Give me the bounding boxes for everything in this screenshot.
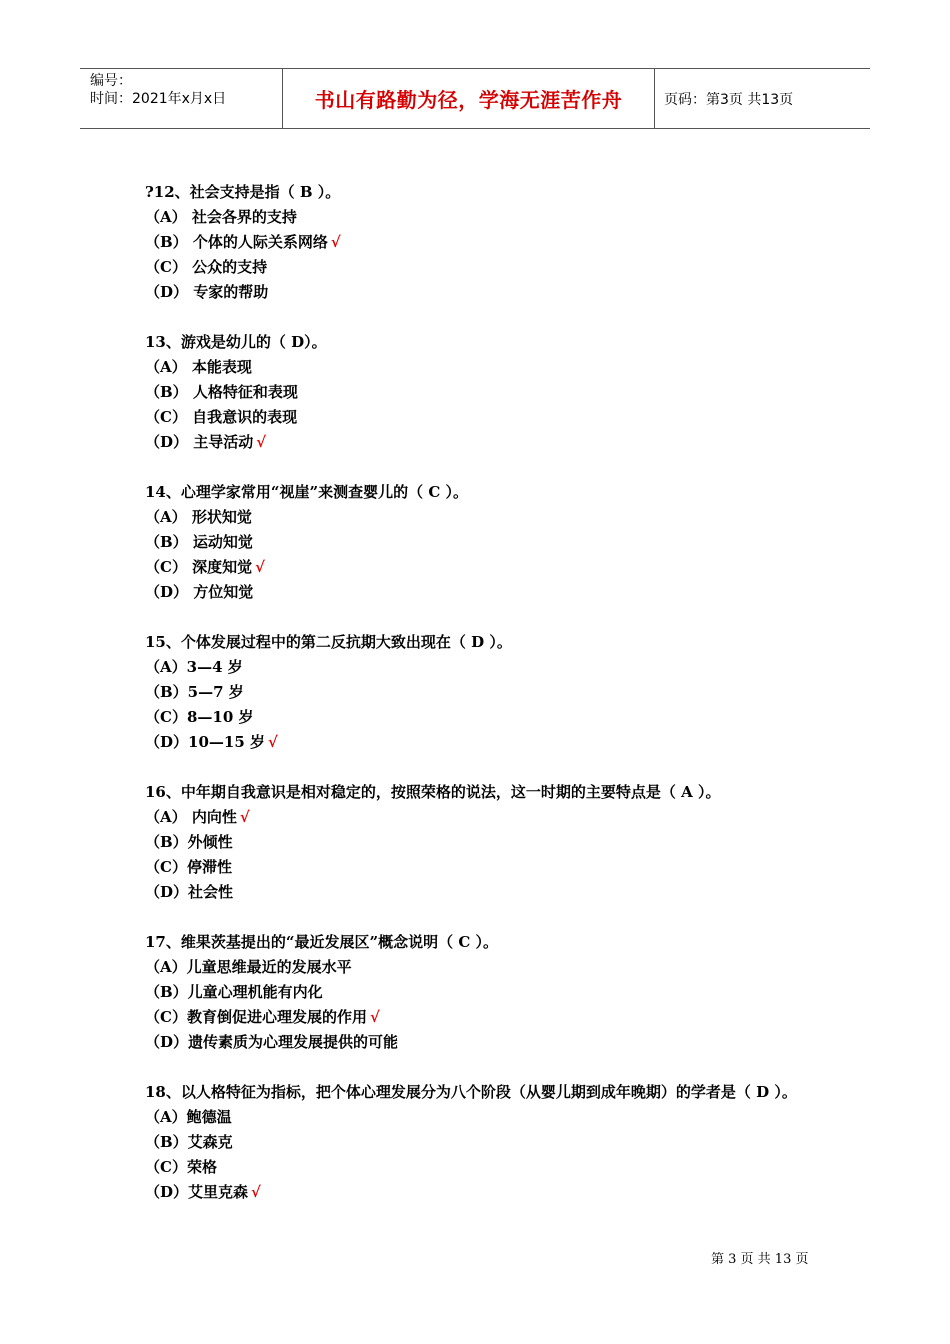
answer-option <box>145 855 815 880</box>
answer-option <box>145 980 815 1005</box>
correct-check-icon: √ <box>255 558 266 576</box>
page-header <box>80 68 870 129</box>
answer-option <box>145 355 815 380</box>
answer-option <box>145 530 815 555</box>
answer-option <box>145 830 815 855</box>
answer-option <box>145 580 815 605</box>
page-footer: 第 3 页 共 13 页 <box>711 1252 809 1267</box>
answer-option <box>145 1180 815 1205</box>
option-text: （C）荣格 <box>145 1158 217 1176</box>
option-text: （D）艾里克森 <box>145 1183 249 1201</box>
option-text: （A） 本能表现 <box>145 358 252 376</box>
question-stem: 16、中年期自我意识是相对稳定的，按照荣格的说法，这一时期的主要特点是（ A ）。 <box>145 783 721 801</box>
option-text: （A）儿童思维最近的发展水平 <box>145 958 352 976</box>
option-text: （B）5—7 岁 <box>145 683 244 701</box>
option-text: （B）外倾性 <box>145 833 233 851</box>
option-text: （A）3—4 岁 <box>145 658 243 676</box>
option-text: （C） 深度知觉 <box>145 558 253 576</box>
answer-option <box>145 405 815 430</box>
option-text: （D）10—15 岁 <box>145 733 265 751</box>
answer-option <box>145 1130 815 1155</box>
option-text: （C） 自我意识的表现 <box>145 408 298 426</box>
header-page-number: 页码：第3页 共13页 <box>664 91 794 108</box>
correct-check-icon: √ <box>239 808 250 826</box>
answer-option <box>145 205 815 230</box>
option-text: （B） 人格特征和表现 <box>145 383 298 401</box>
question-item <box>145 480 815 605</box>
question-item <box>145 780 815 905</box>
answer-option <box>145 1005 815 1030</box>
header-motto-cell <box>282 69 655 128</box>
question-stem: 14、心理学家常用“视崖”来测查婴儿的（ C ）。 <box>145 483 469 501</box>
answer-option <box>145 555 815 580</box>
correct-check-icon: √ <box>369 1008 380 1026</box>
answer-option <box>145 955 815 980</box>
correct-check-icon: √ <box>267 733 278 751</box>
option-text: （D）社会性 <box>145 883 234 901</box>
answer-option <box>145 255 815 280</box>
correct-check-icon: √ <box>330 233 341 251</box>
answer-option <box>145 430 815 455</box>
option-text: （C）8—10 岁 <box>145 708 254 726</box>
question-item <box>145 1080 815 1205</box>
option-text: （B） 个体的人际关系网络 <box>145 233 328 251</box>
option-text: （B） 运动知觉 <box>145 533 253 551</box>
option-text: （D） 专家的帮助 <box>145 283 269 301</box>
correct-check-icon: √ <box>256 433 267 451</box>
question-item <box>145 330 815 455</box>
answer-option <box>145 705 815 730</box>
correct-check-icon: √ <box>251 1183 261 1201</box>
answer-option <box>145 505 815 530</box>
question-stem: 18、以人格特征为指标，把个体心理发展分为八个阶段（从婴儿期到成年晚期）的学者是（ D ）。 <box>145 1083 797 1101</box>
option-text: （D） 主导活动 <box>145 433 254 451</box>
question-item <box>145 630 815 755</box>
answer-option <box>145 230 815 255</box>
answer-option <box>145 880 815 905</box>
answer-option <box>145 805 815 830</box>
option-text: （A） 社会各界的支持 <box>145 208 297 226</box>
question-stem: ?12、社会支持是指（ B ）。 <box>145 183 341 201</box>
question-stem: 13、游戏是幼儿的（ D）。 <box>145 333 327 351</box>
answer-option <box>145 655 815 680</box>
option-text: （C） 公众的支持 <box>145 258 268 276</box>
answer-option <box>145 1155 815 1180</box>
option-text: （A） 形状知觉 <box>145 508 252 526</box>
motto-text: 书山有路勤为径，学海无涯苦作舟 <box>314 88 623 112</box>
answer-option <box>145 730 815 755</box>
header-meta <box>80 69 282 128</box>
option-text: （D） 方位知觉 <box>145 583 254 601</box>
question-item <box>145 930 815 1055</box>
option-text: （D）遗传素质为心理发展提供的可能 <box>145 1033 399 1051</box>
question-list <box>145 180 815 1230</box>
option-text: （C）教育倒促进心理发展的作用 <box>145 1008 367 1026</box>
header-page-cell <box>655 69 870 128</box>
date-label: 时间：2021年x月x日 <box>90 91 227 107</box>
answer-option <box>145 680 815 705</box>
answer-option <box>145 1105 815 1130</box>
question-stem: 15、个体发展过程中的第二反抗期大致出现在（ D ）。 <box>145 633 512 651</box>
option-text: （B）儿童心理机能有内化 <box>145 983 323 1001</box>
question-item <box>145 180 815 305</box>
answer-option <box>145 1030 815 1055</box>
option-text: （B）艾森克 <box>145 1133 233 1151</box>
option-text: （A） 内向性 <box>145 808 237 826</box>
question-stem: 17、维果茨基提出的“最近发展区”概念说明（ C ）。 <box>145 933 499 951</box>
serial-number-label: 编号： <box>90 73 132 89</box>
answer-option <box>145 380 815 405</box>
answer-option <box>145 280 815 305</box>
option-text: （C）停滞性 <box>145 858 232 876</box>
option-text: （A）鲍德温 <box>145 1108 232 1126</box>
